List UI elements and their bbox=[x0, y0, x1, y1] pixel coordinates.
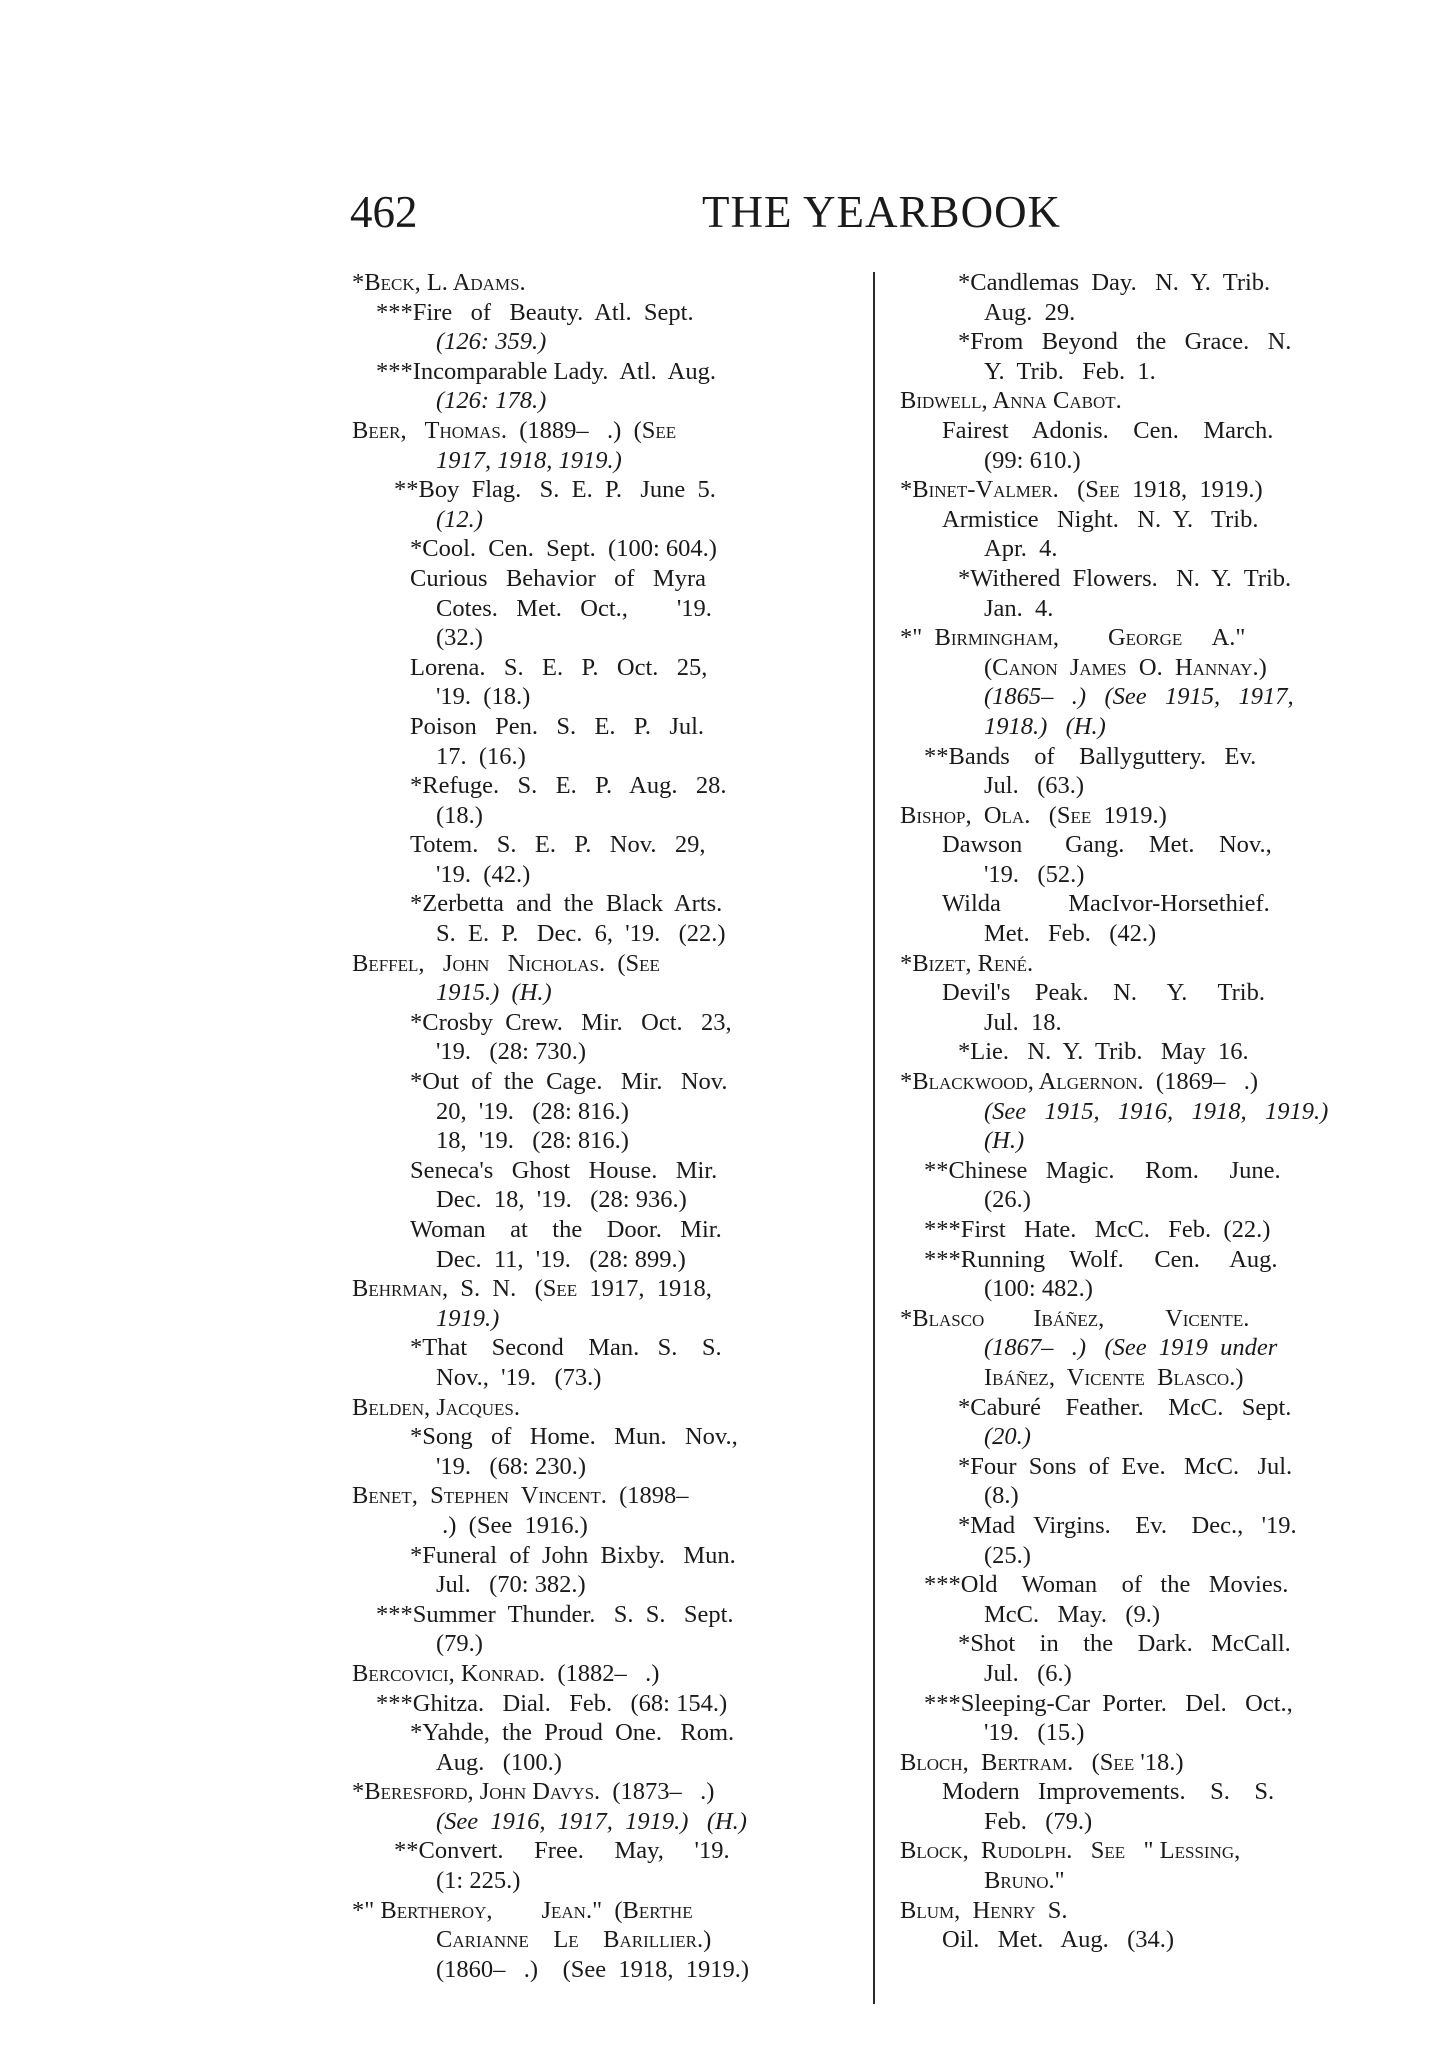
index-entry-line: Bruno." bbox=[984, 1867, 1065, 1895]
index-entry-line: 1917, 1918, 1919.) bbox=[436, 446, 622, 474]
index-entry-line: Lorena. S. E. P. Oct. 25, bbox=[410, 653, 708, 681]
index-entry-heading: *" Bertheroy, Jean." (Berthe bbox=[352, 1896, 693, 1924]
index-entry-line: *Caburé Feather. McC. Sept. bbox=[958, 1393, 1292, 1421]
index-entry-heading: Bishop, Ola. (See 1919.) bbox=[900, 801, 1167, 829]
index-entry-line: (79.) bbox=[436, 1630, 483, 1658]
index-entry-line: Cotes. Met. Oct., '19. bbox=[436, 594, 712, 622]
index-entry-line: *Song of Home. Mun. Nov., bbox=[410, 1423, 738, 1451]
index-entry-line: Dec. 11, '19. (28: 899.) bbox=[436, 1245, 686, 1273]
index-entry-heading: *Beresford, John Davys. (1873– .) bbox=[352, 1778, 715, 1806]
index-entry-line: (H.) bbox=[984, 1127, 1025, 1155]
index-entry-heading: Beffel, John Nicholas. (See bbox=[352, 949, 660, 977]
index-entry-line: (32.) bbox=[436, 624, 483, 652]
index-entry-line: Y. Trib. Feb. 1. bbox=[984, 357, 1156, 385]
index-entry-line: *Mad Virgins. Ev. Dec., '19. bbox=[958, 1511, 1297, 1539]
index-entry-line: *Withered Flowers. N. Y. Trib. bbox=[958, 564, 1292, 592]
index-entry-heading: *Blasco Ibáñez, Vicente. bbox=[900, 1304, 1250, 1332]
page-number: 462 bbox=[350, 187, 418, 237]
index-entry-line: Apr. 4. bbox=[984, 535, 1058, 563]
index-entry-line: *Cool. Cen. Sept. (100: 604.) bbox=[410, 535, 717, 563]
index-entry-line: '19. (68: 230.) bbox=[436, 1452, 587, 1480]
index-entry-line: Armistice Night. N. Y. Trib. bbox=[942, 505, 1259, 533]
index-entry-line: *Yahde, the Proud One. Rom. bbox=[410, 1719, 735, 1747]
index-entry-heading: Belden, Jacques. bbox=[352, 1393, 520, 1421]
index-entry-line: 1915.) (H.) bbox=[436, 979, 552, 1007]
index-entry-line: Devil's Peak. N. Y. Trib. bbox=[942, 979, 1265, 1007]
index-entry-line: '19. (28: 730.) bbox=[436, 1038, 587, 1066]
index-entry-line: '19. (42.) bbox=[436, 860, 531, 888]
index-entry-line: *Zerbetta and the Black Arts. bbox=[410, 890, 723, 918]
index-entry-line: '19. (18.) bbox=[436, 683, 531, 711]
index-entry-line: Jan. 4. bbox=[984, 594, 1054, 622]
index-entry-line: *That Second Man. S. S. bbox=[410, 1334, 722, 1362]
index-entry-line: Dec. 18, '19. (28: 936.) bbox=[436, 1186, 687, 1214]
index-entry-line: Poison Pen. S. E. P. Jul. bbox=[410, 712, 705, 740]
index-entry-heading: *Binet-Valmer. (See 1918, 1919.) bbox=[900, 476, 1263, 504]
index-entry-line: *Shot in the Dark. McCall. bbox=[958, 1630, 1291, 1658]
index-entry-heading: Block, Rudolph. See " Lessing, bbox=[900, 1837, 1241, 1865]
index-entry-line: *Funeral of John Bixby. Mun. bbox=[410, 1541, 736, 1569]
index-column-left bbox=[352, 268, 850, 1984]
index-entry-heading: Bercovici, Konrad. (1882– .) bbox=[352, 1659, 660, 1687]
index-entry-line: *Lie. N. Y. Trib. May 16. bbox=[958, 1038, 1249, 1066]
index-entry-line: ***Sleeping-Car Porter. Del. Oct., bbox=[924, 1689, 1293, 1717]
column-divider bbox=[873, 272, 875, 2004]
index-entry-line: Curious Behavior of Myra bbox=[410, 564, 706, 592]
index-entry-line: '19. (15.) bbox=[984, 1719, 1085, 1747]
index-entry-line: S. E. P. Dec. 6, '19. (22.) bbox=[436, 920, 726, 948]
index-entry-line: Seneca's Ghost House. Mir. bbox=[410, 1156, 718, 1184]
index-entry-line: Modern Improvements. S. S. bbox=[942, 1778, 1275, 1806]
index-entry-line: 17. (16.) bbox=[436, 742, 526, 770]
index-entry-line: ***Ghitza. Dial. Feb. (68: 154.) bbox=[376, 1689, 728, 1717]
index-entry-line: (8.) bbox=[984, 1482, 1019, 1510]
index-entry-heading: Blum, Henry S. bbox=[900, 1896, 1068, 1924]
index-entry-line: ***Summer Thunder. S. S. Sept. bbox=[376, 1600, 734, 1628]
index-entry-line: ***Old Woman of the Movies. bbox=[924, 1571, 1289, 1599]
index-entry-line: Fairest Adonis. Cen. March. bbox=[942, 416, 1274, 444]
index-entry-line: (20.) bbox=[984, 1423, 1031, 1451]
index-entry-line: Wilda MacIvor-Horsethief. bbox=[942, 890, 1270, 918]
index-entry-line: *Crosby Crew. Mir. Oct. 23, bbox=[410, 1008, 732, 1036]
index-entry-line: **Convert. Free. May, '19. bbox=[394, 1837, 730, 1865]
index-entry-line: (Canon James O. Hannay.) bbox=[984, 653, 1267, 681]
index-entry-line: Aug. (100.) bbox=[436, 1748, 562, 1776]
running-title: THE YEARBOOK bbox=[702, 187, 1062, 237]
index-entry-line: (1867– .) (See 1919 under bbox=[984, 1334, 1278, 1362]
index-entry-line: 20, '19. (28: 816.) bbox=[436, 1097, 629, 1125]
index-entry-line: McC. May. (9.) bbox=[984, 1600, 1161, 1628]
index-entry-line: Dawson Gang. Met. Nov., bbox=[942, 831, 1272, 859]
index-entry-line: ***Running Wolf. Cen. Aug. bbox=[924, 1245, 1278, 1273]
index-entry-line: Nov., '19. (73.) bbox=[436, 1363, 602, 1391]
index-column-right bbox=[900, 268, 1398, 1955]
index-entry-line: Jul. (6.) bbox=[984, 1659, 1072, 1687]
index-entry-line: Jul. (63.) bbox=[984, 772, 1085, 800]
index-entry-heading: Beer, Thomas. (1889– .) (See bbox=[352, 416, 677, 444]
index-entry-line: Aug. 29. bbox=[984, 298, 1076, 326]
index-entry-line: **Bands of Ballyguttery. Ev. bbox=[924, 742, 1257, 770]
index-entry-line: ***Fire of Beauty. Atl. Sept. bbox=[376, 298, 694, 326]
index-entry-line: ***First Hate. McC. Feb. (22.) bbox=[924, 1216, 1271, 1243]
index-entry-line: '19. (52.) bbox=[984, 860, 1085, 888]
index-entry-line: *Out of the Cage. Mir. Nov. bbox=[410, 1068, 728, 1096]
index-entry-line: (See 1915, 1916, 1918, 1919.) bbox=[984, 1097, 1329, 1125]
index-entry-line: Met. Feb. (42.) bbox=[984, 920, 1157, 948]
index-entry-line: 1918.) (H.) bbox=[984, 712, 1106, 740]
index-entry-line: (25.) bbox=[984, 1541, 1031, 1569]
index-entry-line: 1919.) bbox=[436, 1304, 500, 1332]
index-entry-line: (1865– .) (See 1915, 1917, bbox=[984, 683, 1294, 711]
index-entry-line: 18, '19. (28: 816.) bbox=[436, 1127, 629, 1155]
index-entry-line: **Boy Flag. S. E. P. June 5. bbox=[394, 476, 716, 504]
index-entry-line: *Candlemas Day. N. Y. Trib. bbox=[958, 269, 1271, 296]
index-entry-heading: Bidwell, Anna Cabot. bbox=[900, 387, 1122, 415]
index-entry-line: *Four Sons of Eve. McC. Jul. bbox=[958, 1452, 1293, 1480]
index-entry-line: Oil. Met. Aug. (34.) bbox=[942, 1926, 1175, 1954]
index-entry-line: Ibáñez, Vicente Blasco.) bbox=[984, 1363, 1244, 1391]
index-entry-heading: *Beck, L. Adams. bbox=[352, 269, 526, 296]
index-entry-line: (26.) bbox=[984, 1186, 1031, 1214]
index-entry-line: Feb. (79.) bbox=[984, 1807, 1093, 1835]
index-entry-line: (99: 610.) bbox=[984, 446, 1081, 474]
index-entry-line: Jul. (70: 382.) bbox=[436, 1571, 586, 1599]
index-entry-line: Totem. S. E. P. Nov. 29, bbox=[410, 831, 706, 859]
index-entry-heading: *Bizet, René. bbox=[900, 949, 1034, 977]
page-header bbox=[350, 182, 1070, 242]
index-entry-line: ***Incomparable Lady. Atl. Aug. bbox=[376, 357, 716, 385]
index-entry-line: (100: 482.) bbox=[984, 1275, 1093, 1303]
index-entry-line: (126: 359.) bbox=[436, 328, 547, 356]
index-entry-line: (126: 178.) bbox=[436, 387, 547, 415]
index-entry-line: (1860– .) (See 1918, 1919.) bbox=[436, 1955, 750, 1983]
index-entry-line: *From Beyond the Grace. N. bbox=[958, 328, 1292, 356]
index-entry-heading: *" Birmingham, George A." bbox=[900, 624, 1246, 652]
index-entry-line: Woman at the Door. Mir. bbox=[410, 1216, 722, 1243]
index-entry-line: (See 1916, 1917, 1919.) (H.) bbox=[436, 1807, 747, 1835]
index-entry-line: *Refuge. S. E. P. Aug. 28. bbox=[410, 772, 727, 800]
index-entry-line: Carianne Le Barillier.) bbox=[436, 1926, 712, 1954]
index-entry-heading: Behrman, S. N. (See 1917, 1918, bbox=[352, 1275, 712, 1303]
index-entry-line: (1: 225.) bbox=[436, 1867, 521, 1895]
index-entry-line: (18.) bbox=[436, 801, 483, 829]
index-entry-heading: Bloch, Bertram. (See '18.) bbox=[900, 1748, 1184, 1776]
index-entry-heading: *Blackwood, Algernon. (1869– .) bbox=[900, 1068, 1258, 1096]
index-entry-line: **Chinese Magic. Rom. June. bbox=[924, 1156, 1281, 1184]
index-entry-line: .) (See 1916.) bbox=[436, 1511, 588, 1539]
index-entry-line: (12.) bbox=[436, 505, 483, 533]
index-entry-line: Jul. 18. bbox=[984, 1008, 1062, 1036]
index-entry-heading: Benet, Stephen Vincent. (1898– bbox=[352, 1482, 689, 1510]
